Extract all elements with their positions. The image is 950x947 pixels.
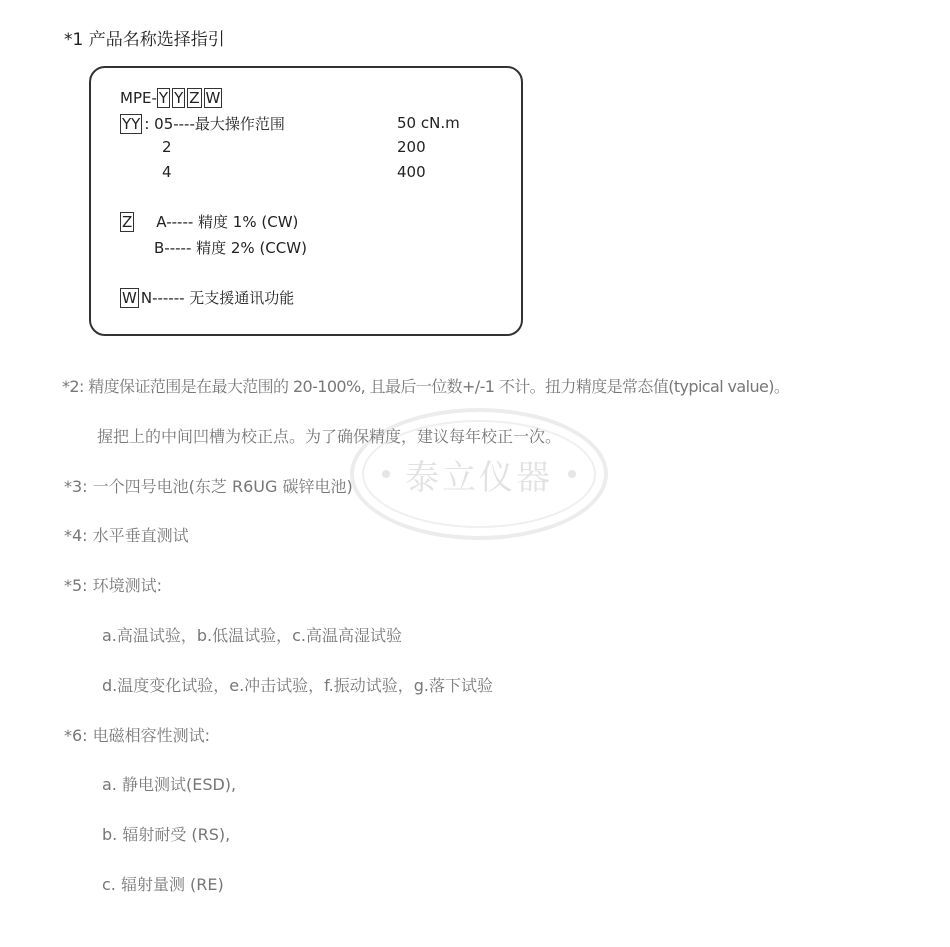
note-3: *3: 一个四号电池(东芝 R6UG 碳锌电池) [64,477,353,496]
yy-line2-value: 200 [397,138,426,156]
note-6-item-b: b. 辐射耐受 (RS), [102,825,231,844]
w-code-box: W [122,289,137,307]
note-5: *5: 环境测试: [64,576,163,595]
note-4: *4: 水平垂直测试 [64,526,189,545]
watermark-text: 泰立仪器 [405,458,553,498]
yy-line3-label: 4 [162,163,172,181]
model-prefix: MPE- [120,89,157,107]
code-box-y2: Y [174,89,184,107]
code-box-w: W [205,89,221,107]
yy-line1-value: 50 cN.m [397,114,460,132]
code-box-y1: Y [158,89,169,107]
yy-line3-value: 400 [397,163,426,181]
note-6: *6: 电磁相容性测试: [64,726,211,745]
model-code-line [120,88,224,108]
note-6-item-c: c. 辐射量测 (RE) [102,875,224,894]
code-box-z: Z [189,89,200,107]
yy-line2-label: 2 [162,138,172,156]
yy-line1-label: : 05----最大操作范围 [144,115,285,133]
note-2-line-2: 握把上的中间凹槽为校正点。为了确保精度，建议每年校正一次。 [97,427,562,446]
z-line-1 [120,211,298,232]
w-line-1 [120,287,294,308]
z-line2-text: B----- 精度 2% (CCW) [154,239,307,257]
z-code-box: Z [122,213,133,231]
z-line1-text: A----- 精度 1% (CW) [156,213,299,231]
yy-line-1 [120,113,285,134]
yy-code-box: YY [122,115,141,133]
note-6-item-a: a. 静电测试(ESD), [102,775,237,794]
note-5-item-d: d.温度变化试验，e.冲击试验，f.振动试验，g.落下试验 [102,676,493,695]
note-5-item-a: a.高温试验，b.低温试验，c.高温高湿试验 [102,626,403,645]
note-2-line-1: *2: 精度保证范围是在最大范围的 20-100%, 且最后一位数+/-1 不计。扭力精度是常态值(typical value)。 [62,377,790,396]
section-heading: *1 产品名称选择指引 [64,30,225,50]
w-line1-text: N------ 无支援通讯功能 [140,289,295,307]
